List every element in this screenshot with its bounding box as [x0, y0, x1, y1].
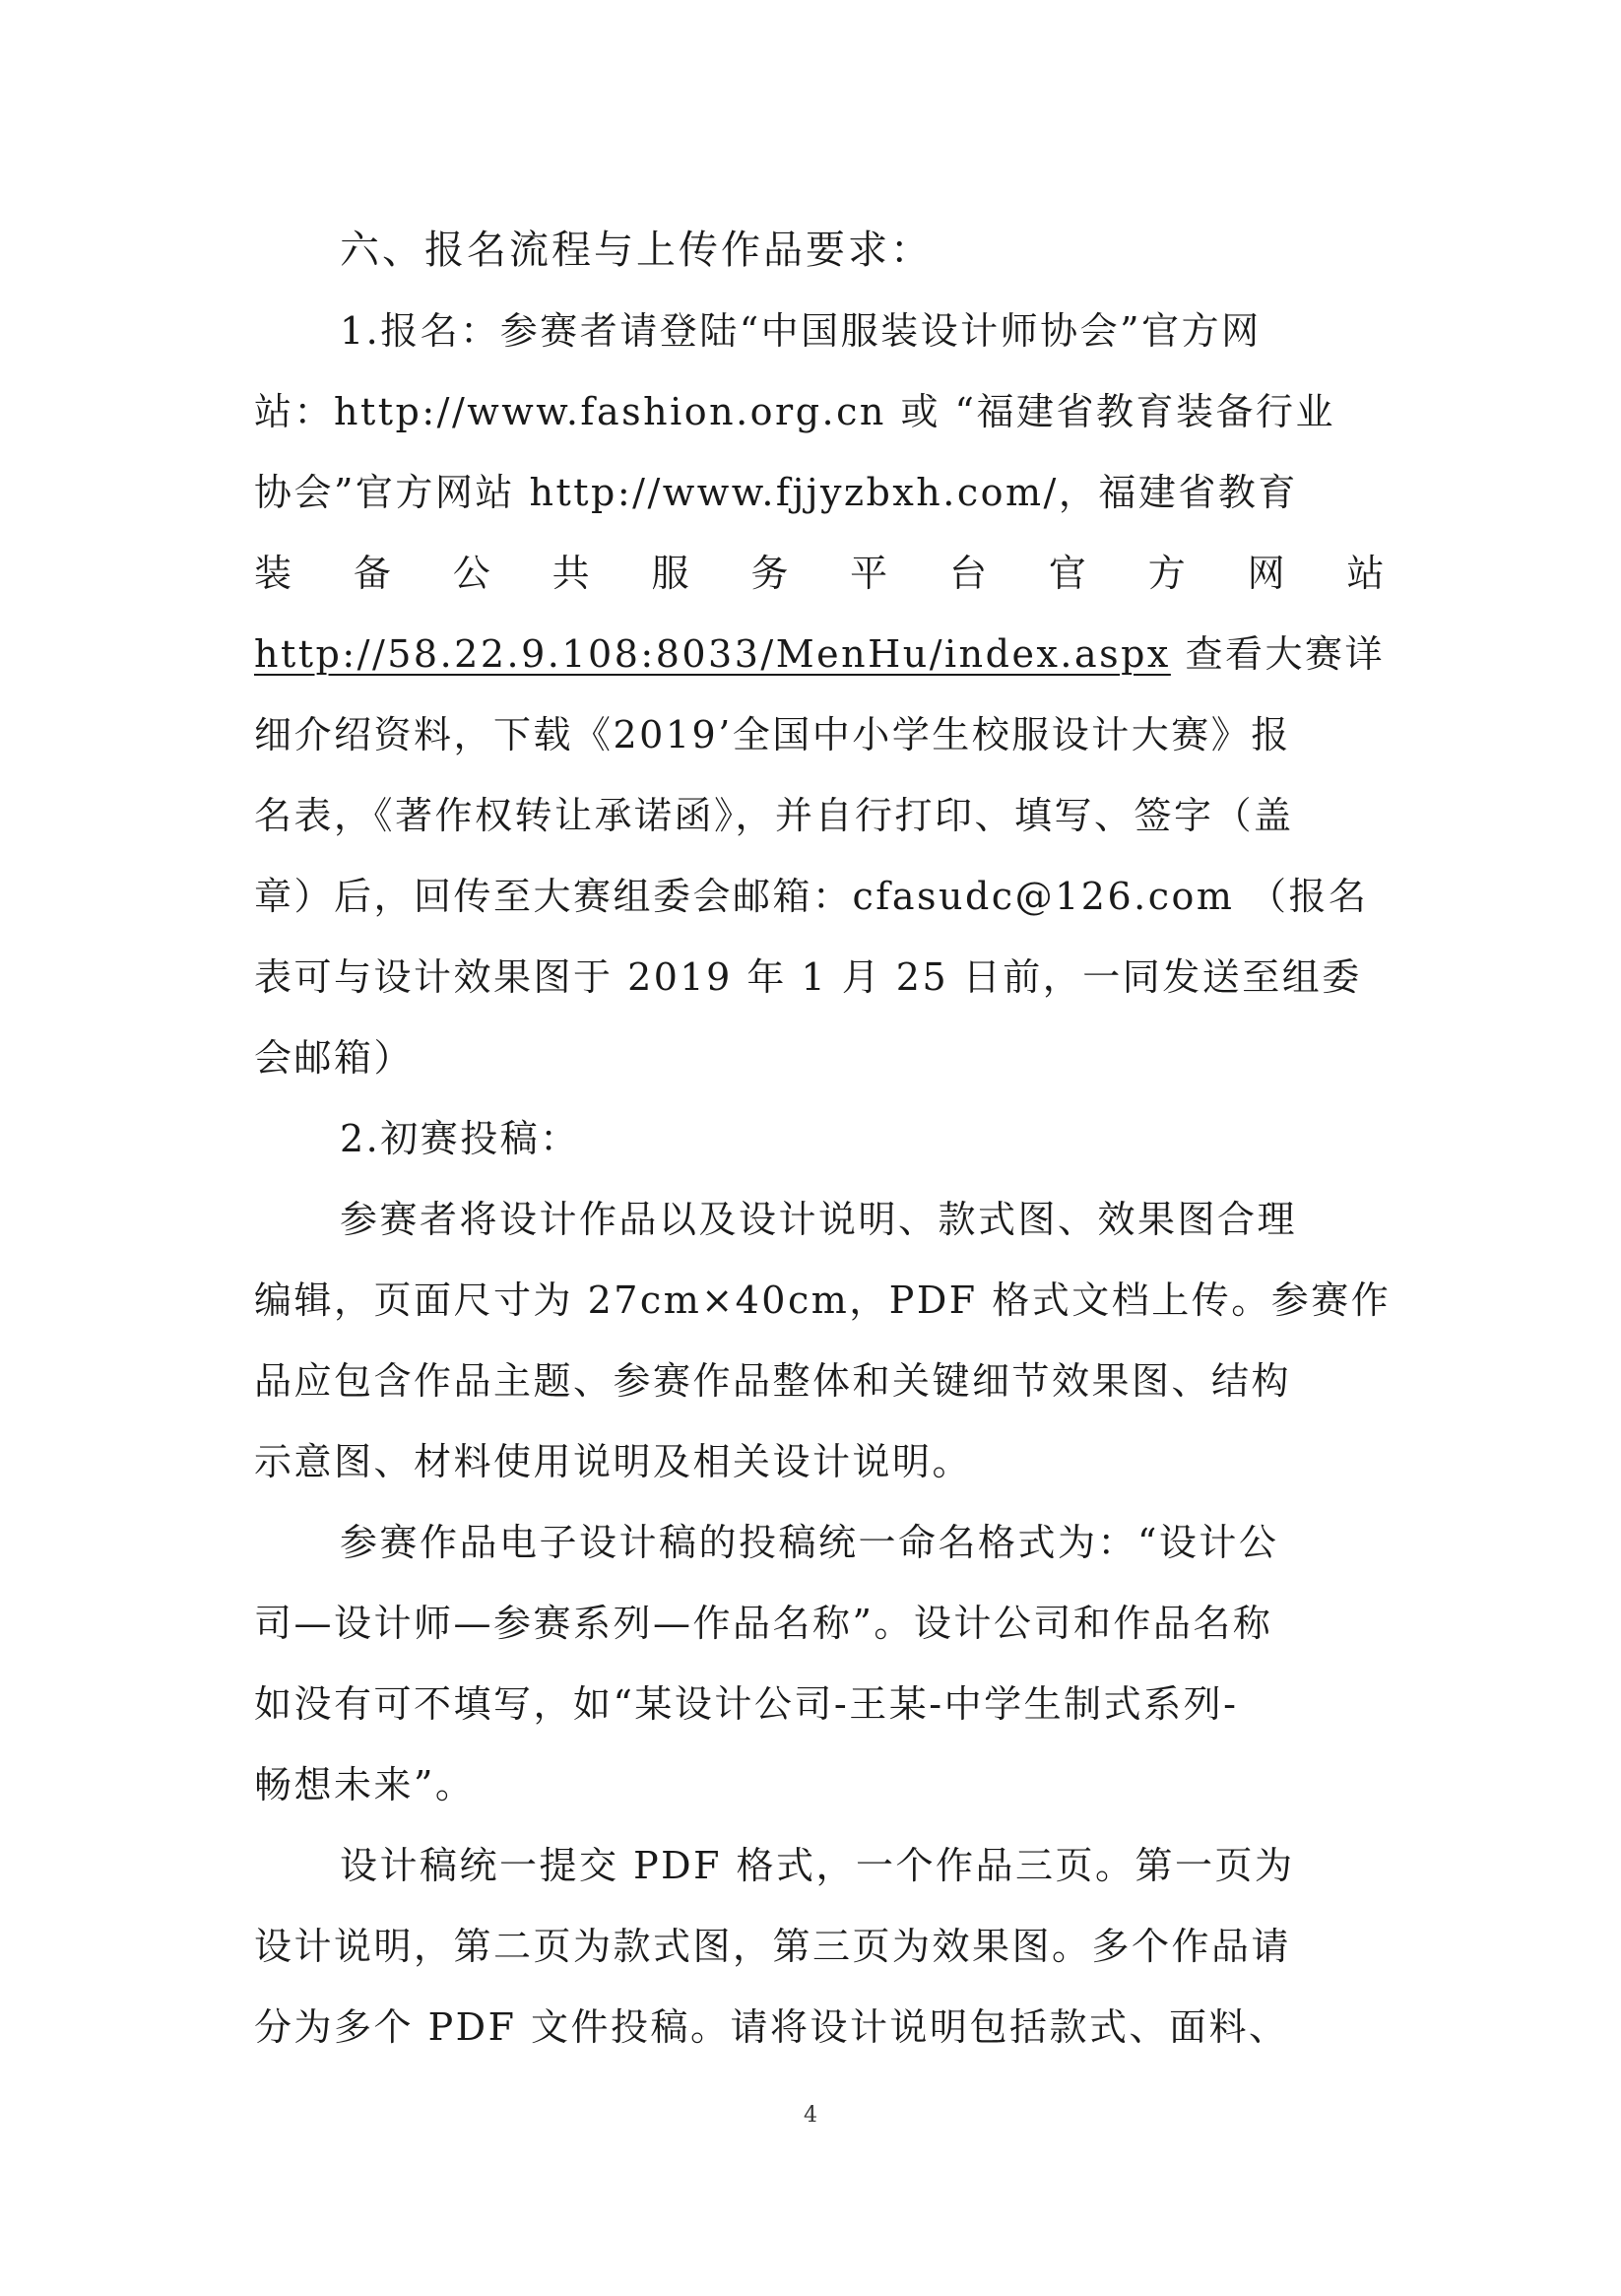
registration-line-4: 装 备 公 共 服 务 平 台 官 方 网 站	[254, 552, 1387, 595]
submission-p1-line-4: 示意图、材料使用说明及相关设计说明。	[254, 1440, 973, 1483]
registration-line-3: 协会”官方网站 http://www.fjjyzbxh.com/，福建省教育	[254, 471, 1298, 514]
registration-line-2: 站：http://www.fashion.org.cn 或 “福建省教育装备行业	[254, 390, 1335, 433]
submission-p3-line-3: 分为多个 PDF 文件投稿。请将设计说明包括款式、面料、	[254, 2005, 1289, 2049]
page-number: 4	[804, 2103, 817, 2128]
contest-website-link[interactable]: http://58.22.9.108:8033/MenHu/index.aspx	[254, 632, 1171, 676]
section-heading: 六、报名流程与上传作品要求：	[340, 228, 933, 273]
registration-line-10: 会邮箱）	[254, 1036, 415, 1080]
submission-p3-line-1: 设计稿统一提交 PDF 格式，一个作品三页。第一页为	[340, 1844, 1295, 1887]
registration-link-line	[254, 628, 1387, 680]
registration-line-7: 名表，《著作权转让承诺函》，并自行打印、填写、签字（盖	[254, 794, 1294, 837]
submission-p1-line-1: 参赛者将设计作品以及设计说明、款式图、效果图合理	[340, 1198, 1298, 1241]
registration-line-6: 细介绍资料，下载《2019’全国中小学生校服设计大赛》报	[254, 713, 1291, 756]
submission-p2-line-4: 畅想未来”。	[254, 1763, 476, 1806]
submission-p1-line-3: 品应包含作品主题、参赛作品整体和关键细节效果图、结构	[254, 1359, 1292, 1403]
submission-p2-line-3: 如没有可不填写，如“某设计公司-王某-中学生制式系列-	[254, 1682, 1239, 1726]
registration-line-8: 章）后，回传至大赛组委会邮箱：cfasudc@126.com （报名	[254, 875, 1369, 918]
submission-p2-line-2: 司—设计师—参赛系列—作品名称”。设计公司和作品名称	[254, 1602, 1273, 1645]
registration-line-1: 1.报名：参赛者请登陆“中国服装设计师协会”官方网	[340, 309, 1262, 353]
submission-p1-line-2: 编辑，页面尺寸为 27cm×40cm，PDF 格式文档上传。参赛作	[254, 1279, 1392, 1322]
submission-p2-line-1: 参赛作品电子设计稿的投稿统一命名格式为：“设计公	[340, 1521, 1279, 1564]
submission-title: 2.初赛投稿：	[340, 1117, 580, 1160]
submission-p3-line-2: 设计说明，第二页为款式图，第三页为效果图。多个作品请	[254, 1925, 1292, 1968]
registration-line-9: 表可与设计效果图于 2019 年 1 月 25 日前，一同发送至组委	[254, 955, 1362, 999]
link-suffix-text: 查看大赛详	[1170, 632, 1385, 676]
